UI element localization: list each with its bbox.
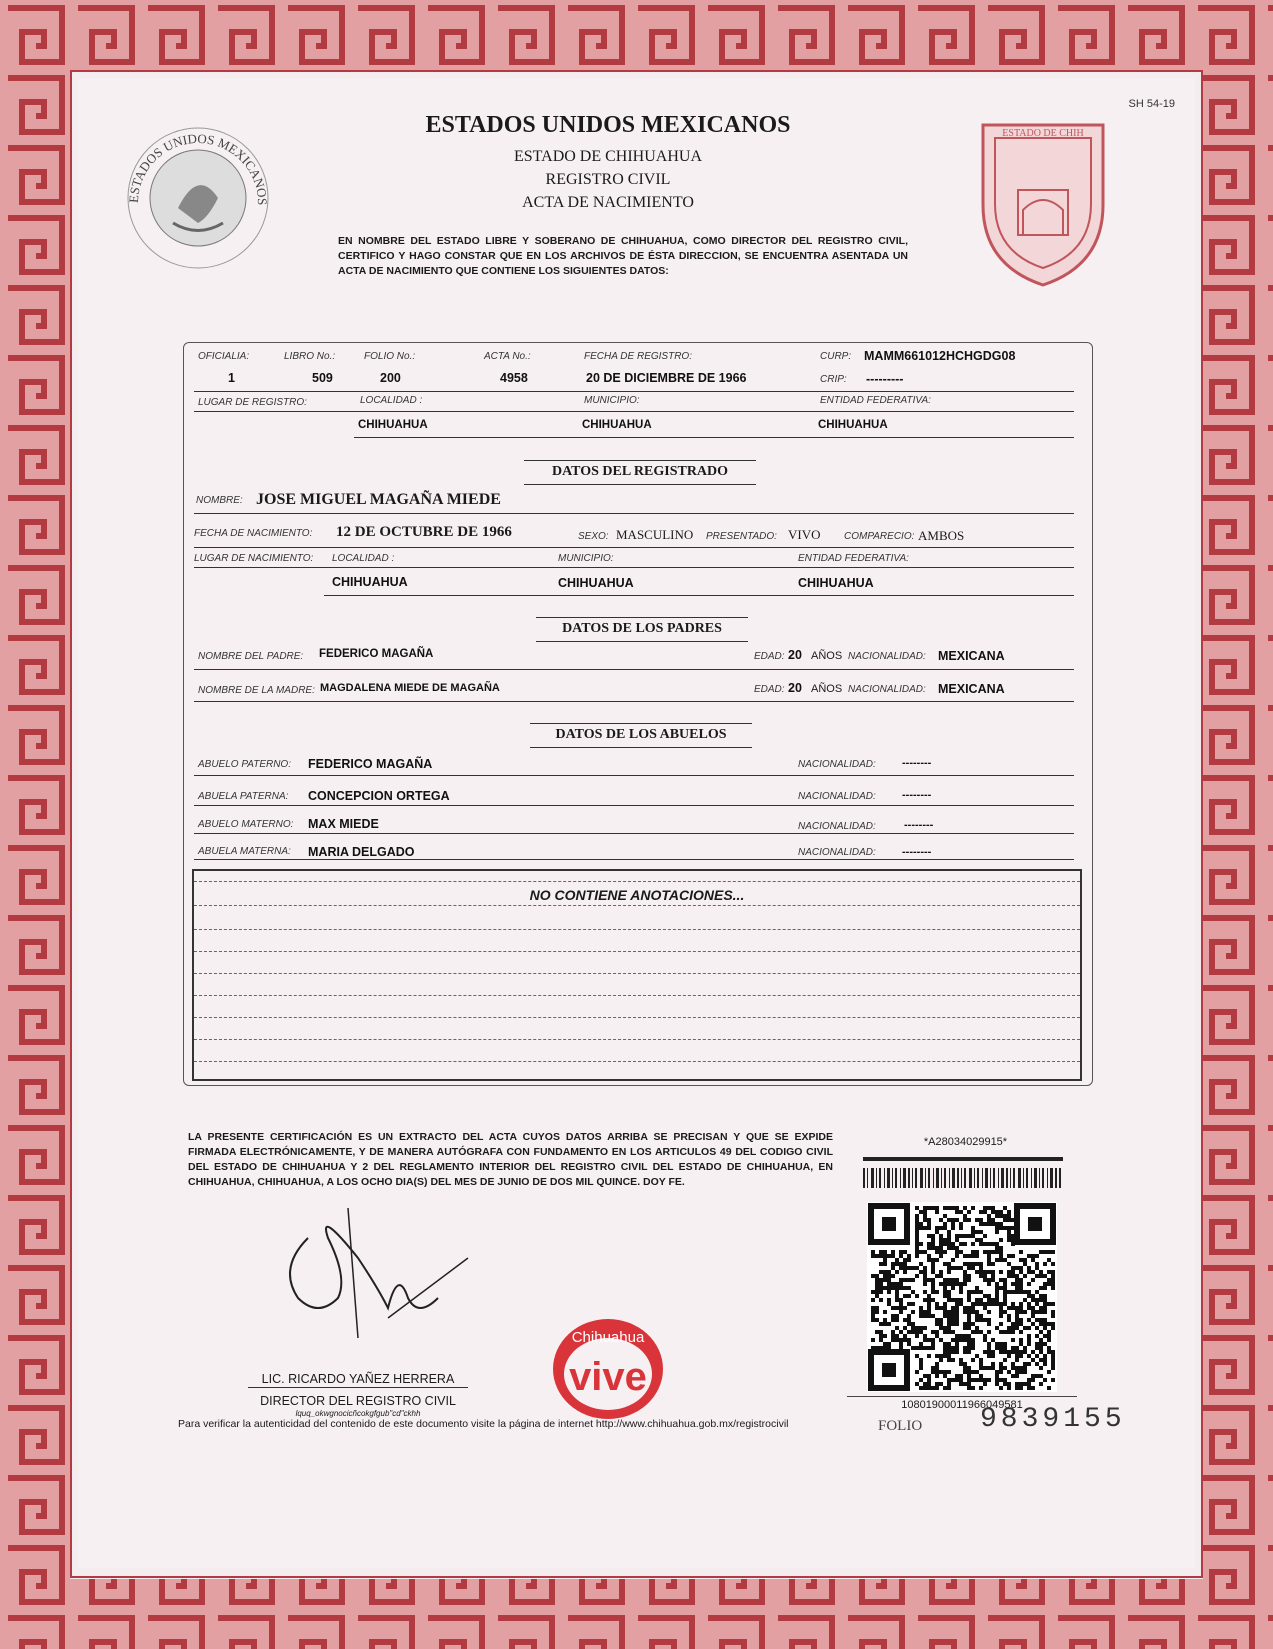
section-abuelos-title: DATOS DE LOS ABUELOS (555, 727, 727, 742)
abuela-materna-nac-label: NACIONALIDAD: (798, 847, 876, 858)
section-registrado-title: DATOS DEL REGISTRADO (551, 464, 729, 479)
shield-text: ESTADO DE CHIH (1002, 128, 1084, 139)
document-sheet (78, 78, 1195, 1568)
abuelo-paterno-nac-label: NACIONALIDAD: (798, 759, 876, 770)
municipio-value: CHIHUAHUA (582, 419, 652, 431)
form-code: SH 54-19 (1128, 98, 1175, 110)
abuelo-paterno-nac-value: -------- (902, 757, 932, 769)
barcode-number: *A28034029915* (923, 1136, 1008, 1148)
nacimiento-localidad-value: CHIHUAHUA (332, 575, 408, 589)
entidad-label: ENTIDAD FEDERATIVA: (820, 395, 931, 406)
verification-text: Para verificar la autenticidad del contenido de este documento visite la página de internet http://www.chihuahua.gob.mx/registrocivil (178, 1418, 789, 1430)
folio-label: FOLIO No.: (364, 351, 416, 362)
signer-name: LIC. RICARDO YAÑEZ HERRERA (248, 1372, 468, 1388)
madre-edad-label: EDAD: (754, 684, 785, 695)
lugar-registro-label: LUGAR DE REGISTRO: (198, 397, 307, 408)
libro-label: LIBRO No.: (284, 351, 336, 362)
abuela-paterna-value: CONCEPCION ORTEGA (308, 789, 450, 803)
anotaciones-box (192, 869, 1082, 1081)
abuelo-paterno-label: ABUELO PATERNO: (198, 759, 291, 770)
qr-code-icon (867, 1202, 1057, 1392)
madre-nacionalidad-value: MEXICANA (938, 682, 1005, 696)
nacimiento-municipio-label: MUNICIPIO: (558, 553, 614, 564)
crip-value: --------- (866, 372, 904, 386)
nacimiento-entidad-label: ENTIDAD FEDERATIVA: (798, 553, 909, 564)
office-title: REGISTRO CIVIL (545, 171, 671, 188)
signer-title: DIRECTOR DEL REGISTRO CIVIL (260, 1394, 456, 1408)
nacimiento-entidad-value: CHIHUAHUA (798, 576, 874, 590)
comparecio-value: AMBOS (918, 528, 965, 543)
abuela-paterna-nac-value: -------- (902, 789, 932, 801)
logo-top-text: Chihuahua (571, 1329, 645, 1346)
madre-anos-label: AÑOS (811, 683, 843, 695)
crip-label: CRIP: (820, 374, 847, 385)
folio-value: 200 (380, 371, 401, 385)
chihuahua-vive-logo (548, 1314, 668, 1424)
padre-edad-value: 20 (788, 648, 802, 662)
presentado-value: VIVO (788, 527, 821, 542)
nacimiento-localidad-label: LOCALIDAD : (332, 553, 395, 564)
madre-edad-value: 20 (788, 681, 802, 695)
seal-text: ESTADOS UNIDOS MEXICANOS (125, 130, 271, 206)
chihuahua-shield-icon (973, 120, 1113, 290)
acta-label: ACTA No.: (484, 351, 531, 362)
signature-image (268, 1198, 508, 1348)
data-box (183, 342, 1093, 1086)
section-padres-title: DATOS DE LOS PADRES (562, 621, 722, 636)
comparecio-label: COMPARECIO: (844, 531, 915, 542)
folio-number: 9839155 (980, 1404, 1126, 1435)
fecha-nacimiento-label: FECHA DE NACIMIENTO: (194, 528, 313, 539)
municipio-label: MUNICIPIO: (584, 395, 640, 406)
qr-number: 10801900011966049581 (847, 1396, 1077, 1411)
oficialia-value: 1 (228, 371, 235, 385)
abuelo-materno-value: MAX MIEDE (308, 817, 379, 831)
libro-value: 509 (312, 371, 333, 385)
oficialia-label: OFICIALIA: (198, 351, 250, 362)
padre-label: NOMBRE DEL PADRE: (198, 651, 304, 662)
curp-label: CURP: (820, 351, 852, 362)
certification-text: LA PRESENTE CERTIFICACIÓN ES UN EXTRACTO DEL ACTA CUYOS DATOS ARRIBA SE PRECISAN Y QUE SE EXPIDE FIRMADA ELECTRÓNICAMENTE, Y DE MANERA AUTÓGRAFA CON FUNDAMENTO EN LOS ARTICULOS 49 DEL CODIGO CIVIL DEL ESTADO DE CHIHUAHUA Y 2 DEL REGLAMENTO INTERIOR DEL REGISTRO CIVIL DEL ESTADO DE CHIHUAHUA, EN CHIHUAHUA, CHIHUAHUA, A LOS OCHO DIA(S) DEL MES DE JUNIO DE DOS MIL QUINCE. DOY FE. (188, 1131, 833, 1188)
abuela-materna-label: ABUELA MATERNA: (198, 846, 291, 857)
signature-hash: lquq_okwgnocicñcokgfgub"cd"ckhh (295, 1409, 421, 1418)
madre-nacionalidad-label: NACIONALIDAD: (848, 684, 926, 695)
acta-value: 4958 (500, 371, 528, 385)
anotaciones-text: NO CONTIENE ANOTACIONES... (529, 887, 745, 903)
state-title: ESTADO DE CHIHUAHUA (513, 148, 703, 165)
madre-value: MAGDALENA MIEDE DE MAGAÑA (320, 682, 500, 694)
abuela-paterna-nac-label: NACIONALIDAD: (798, 791, 876, 802)
padre-nacionalidad-label: NACIONALIDAD: (848, 651, 926, 662)
abuelo-materno-nac-value: -------- (904, 819, 934, 831)
curp-value: MAMM661012HCHGDG08 (864, 349, 1016, 363)
localidad-value: CHIHUAHUA (358, 419, 428, 431)
padre-value: FEDERICO MAGAÑA (319, 648, 434, 660)
entidad-value: CHIHUAHUA (818, 419, 888, 431)
lugar-nacimiento-label: LUGAR DE NACIMIENTO: (194, 553, 314, 564)
nacimiento-municipio-value: CHIHUAHUA (558, 576, 634, 590)
padre-edad-label: EDAD: (754, 651, 785, 662)
abuelo-materno-nac-label: NACIONALIDAD: (798, 821, 876, 832)
abuelo-materno-label: ABUELO MATERNO: (198, 819, 294, 830)
document-type-title: ACTA DE NACIMIENTO (522, 194, 694, 211)
logo-main-text: vive (569, 1355, 647, 1399)
abuelo-paterno-value: FEDERICO MAGAÑA (308, 757, 433, 771)
padre-anos-label: AÑOS (811, 650, 843, 662)
nombre-label: NOMBRE: (196, 495, 243, 506)
country-title: ESTADOS UNIDOS MEXICANOS (425, 112, 791, 138)
folio-label: FOLIO (878, 1418, 923, 1434)
fecha-registro-label: FECHA DE REGISTRO: (584, 351, 692, 362)
presentado-label: PRESENTADO: (706, 531, 777, 542)
abuela-paterna-label: ABUELA PATERNA: (198, 791, 289, 802)
abuela-materna-value: MARIA DELGADO (308, 845, 415, 859)
madre-label: NOMBRE DE LA MADRE: (198, 685, 315, 696)
sexo-label: SEXO: (578, 531, 609, 542)
national-seal-icon (113, 113, 283, 283)
intro-text: EN NOMBRE DEL ESTADO LIBRE Y SOBERANO DE CHIHUAHUA, COMO DIRECTOR DEL REGISTRO CIVIL, CERTIFICO Y HAGO CONSTAR QUE EN LOS ARCHIVOS DE ÉSTA DIRECCION, SE ENCUENTRA ASENTADA UN ACTA DE NACIMIENTO QUE CONTIENE LOS SIGUIENTES DATOS: (338, 235, 908, 277)
fecha-nacimiento-value: 12 DE OCTUBRE DE 1966 (336, 524, 512, 540)
nombre-value: JOSE MIGUEL MAGAÑA MIEDE (256, 491, 501, 508)
fecha-registro-value: 20 DE DICIEMBRE DE 1966 (586, 371, 747, 385)
barcode-icon (863, 1154, 1063, 1194)
localidad-label: LOCALIDAD : (360, 395, 423, 406)
abuela-materna-nac-value: -------- (902, 846, 932, 858)
sexo-value: MASCULINO (616, 527, 694, 542)
padre-nacionalidad-value: MEXICANA (938, 649, 1005, 663)
